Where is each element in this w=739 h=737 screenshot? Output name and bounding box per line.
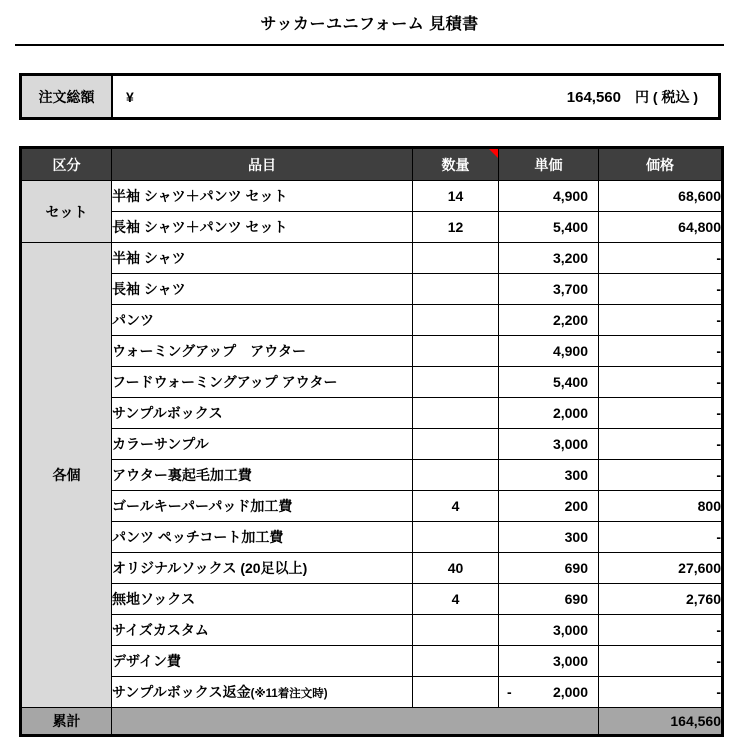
qty-cell [413,367,499,398]
group-cell-individual: 各個 [21,243,112,708]
total-row [21,708,723,736]
price-cell: - [599,615,723,646]
item-cell: デザイン費 [112,646,413,677]
qty-cell: 12 [413,212,499,243]
item-cell: 長袖 シャツ＋パンツ セット [112,212,413,243]
price-cell: - [599,398,723,429]
price-cell: - [599,243,723,274]
qty-cell [413,522,499,553]
item-cell: サンプルボックス [112,398,413,429]
currency-symbol: ¥ [126,88,134,105]
item-cell: オリジナルソックス (20足以上) [112,553,413,584]
item-row [21,181,723,212]
qty-cell [413,243,499,274]
qty-cell [413,429,499,460]
unit-price-cell: 5,400 [499,212,599,243]
header-price: 価格 [599,148,723,181]
unit-price-cell: - 2,000 [499,677,599,708]
qty-cell [413,398,499,429]
comment-marker-icon [489,149,498,158]
item-cell: パンツ ペッチコート加工費 [112,522,413,553]
price-cell: - [599,274,723,305]
header-category: 区分 [21,148,112,181]
item-cell: フードウォーミングアップ アウター [112,367,413,398]
item-cell: 半袖 シャツ＋パンツ セット [112,181,413,212]
item-row [21,584,723,615]
unit-price-cell: 2,200 [499,305,599,336]
header-qty[interactable] [413,148,499,181]
qty-cell [413,336,499,367]
order-total-box [19,73,721,120]
unit-price-cell: 300 [499,522,599,553]
qty-cell [413,677,499,708]
unit-price-cell: 5,400 [499,367,599,398]
item-cell: アウター裏起毛加工費 [112,460,413,491]
qty-cell: 4 [413,491,499,522]
item-cell: サイズカスタム [112,615,413,646]
item-row [21,646,723,677]
item-cell: 長袖 シャツ [112,274,413,305]
order-total-label: 注文総額 [21,75,113,119]
order-total-unit: 円 ( 税込 ) [635,88,698,105]
page-title: サッカーユニフォーム 見積書 [260,16,479,33]
unit-price-cell: 3,000 [499,646,599,677]
price-cell: - [599,646,723,677]
qty-cell: 14 [413,181,499,212]
header-item: 品目 [112,148,413,181]
unit-price-cell: 690 [499,584,599,615]
price-cell: - [599,305,723,336]
item-cell: 無地ソックス [112,584,413,615]
price-cell: - [599,522,723,553]
total-value: 164,560 [599,708,723,736]
title-divider [15,44,724,46]
unit-price-cell: 300 [499,460,599,491]
quotation-table [19,146,724,737]
item-row [21,398,723,429]
price-cell: 2,760 [599,584,723,615]
item-row [21,460,723,491]
price-cell: 64,800 [599,212,723,243]
price-cell: 68,600 [599,181,723,212]
unit-price-cell: 3,200 [499,243,599,274]
qty-cell [413,460,499,491]
item-row [21,336,723,367]
item-row [21,212,723,243]
item-cell: ウォーミングアップ アウター [112,336,413,367]
total-spacer [112,708,599,736]
order-total-row [21,75,720,119]
unit-price-cell: 3,000 [499,615,599,646]
item-cell: ゴールキーパーパッド加工費 [112,491,413,522]
price-cell: - [599,367,723,398]
unit-price-cell: 3,700 [499,274,599,305]
item-cell: パンツ [112,305,413,336]
item-cell: 半袖 シャツ [112,243,413,274]
unit-price-cell: 4,900 [499,336,599,367]
item-row [21,305,723,336]
unit-price-cell: 4,900 [499,181,599,212]
item-row [21,367,723,398]
qty-cell [413,305,499,336]
order-total-amount: 164,560 [566,88,621,106]
total-label: 累計 [21,708,112,736]
header-qty-label: 数量 [441,156,470,173]
price-cell: - [599,336,723,367]
price-cell: 27,600 [599,553,723,584]
item-cell: サンプルボックス返金(※11着注文時) [112,677,413,708]
item-row [21,274,723,305]
unit-price-cell: 3,000 [499,429,599,460]
price-cell: - [599,460,723,491]
item-row [21,522,723,553]
item-row [21,553,723,584]
price-cell: - [599,677,723,708]
qty-cell: 40 [413,553,499,584]
item-row [21,677,723,708]
unit-price-cell: 2,000 [499,398,599,429]
header-row [21,148,723,181]
unit-price-cell: 690 [499,553,599,584]
qty-cell [413,274,499,305]
price-cell: - [599,429,723,460]
qty-cell: 4 [413,584,499,615]
item-row [21,491,723,522]
item-row [21,429,723,460]
item-row [21,615,723,646]
item-row [21,243,723,274]
group-cell-set: セット [21,181,112,243]
item-cell: カラーサンプル [112,429,413,460]
header-unit-price: 単価 [499,148,599,181]
qty-cell [413,615,499,646]
unit-price-cell: 200 [499,491,599,522]
order-total-value-cell [112,75,720,119]
qty-cell [413,646,499,677]
price-cell: 800 [599,491,723,522]
